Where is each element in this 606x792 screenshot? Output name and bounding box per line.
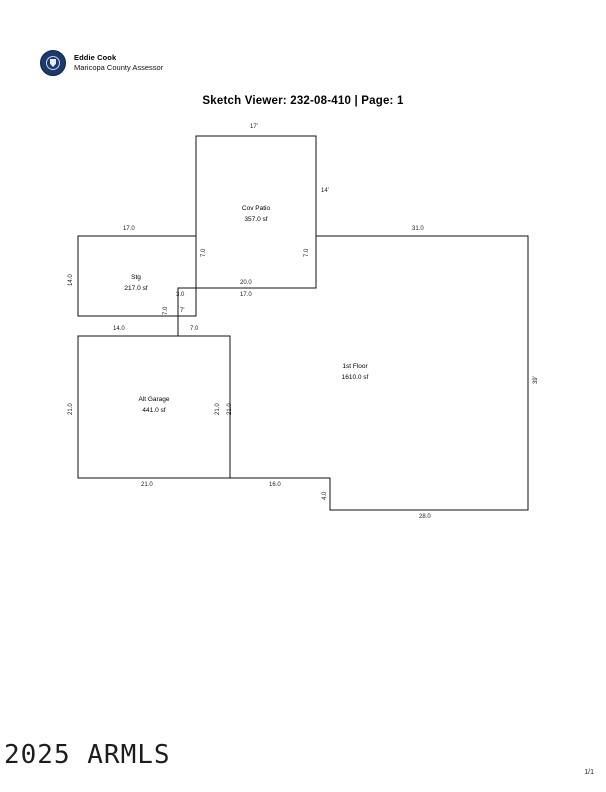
room-area-cov-patio: 357.0 sf (244, 216, 268, 223)
dim-stg-jog-3: 3.0 (176, 292, 185, 298)
assessor-header (40, 50, 163, 76)
dim-patio-right: 14' (321, 188, 329, 194)
dim-stg-jog-7v: 7.0 (163, 306, 169, 315)
dim-garage-bottom: 21.0 (141, 482, 153, 488)
page-title: Sketch Viewer: 232-08-410 | Page: 1 (202, 95, 404, 107)
room-name-stg: Stg (131, 274, 141, 281)
agency-name: Eddie Cook (74, 52, 117, 62)
polygon-1st-floor (178, 236, 528, 510)
dim-patio-right-inner: 7.0 (304, 248, 310, 257)
watermark: 2025 ARMLS (4, 740, 171, 770)
dim-patio-left-inner: 7.0 (201, 248, 207, 257)
dim-patio-bottom-17: 17.0 (240, 292, 252, 298)
polygon-cov-patio (196, 136, 316, 288)
dim-stg-left: 14.0 (68, 274, 74, 286)
room-name-cov-patio: Cov Patio (241, 205, 271, 212)
dim-garage-top-left: 14.0 (113, 326, 125, 332)
dim-main-bottom-16: 16.0 (269, 482, 281, 488)
dim-garage-top-right: 7.0 (190, 326, 199, 332)
room-area-alt-garage: 441.0 sf (142, 407, 166, 414)
dim-main-bottom-28: 28.0 (419, 514, 431, 520)
dim-stg-jog-7: 7' (180, 308, 185, 314)
dim-main-step-4: 4.0 (322, 491, 328, 500)
floorplan-svg (0, 110, 606, 550)
dim-patio-bottom-20: 20.0 (240, 280, 252, 286)
room-area-stg: 217.0 sf (124, 285, 148, 292)
dim-stg-top: 17.0 (123, 226, 135, 232)
room-area-1st-floor: 1610.0 sf (341, 374, 369, 381)
room-name-alt-garage: Alt Garage (138, 396, 170, 403)
dim-garage-left: 21.0 (68, 403, 74, 415)
dim-garage-right-b: 21.0 (227, 403, 233, 415)
sketch-canvas (0, 110, 606, 550)
county-seal-icon (40, 50, 66, 76)
page-indicator: 1/1 (584, 769, 594, 776)
dim-main-right: 39' (533, 376, 539, 384)
agency-text (74, 53, 163, 73)
dim-patio-top: 17' (250, 124, 258, 130)
room-name-1st-floor: 1st Floor (342, 363, 368, 370)
dim-main-top: 31.0 (412, 226, 424, 232)
agency-subtitle: Maricopa County Assessor (74, 63, 164, 72)
dim-garage-right-a: 21.0 (215, 403, 221, 415)
